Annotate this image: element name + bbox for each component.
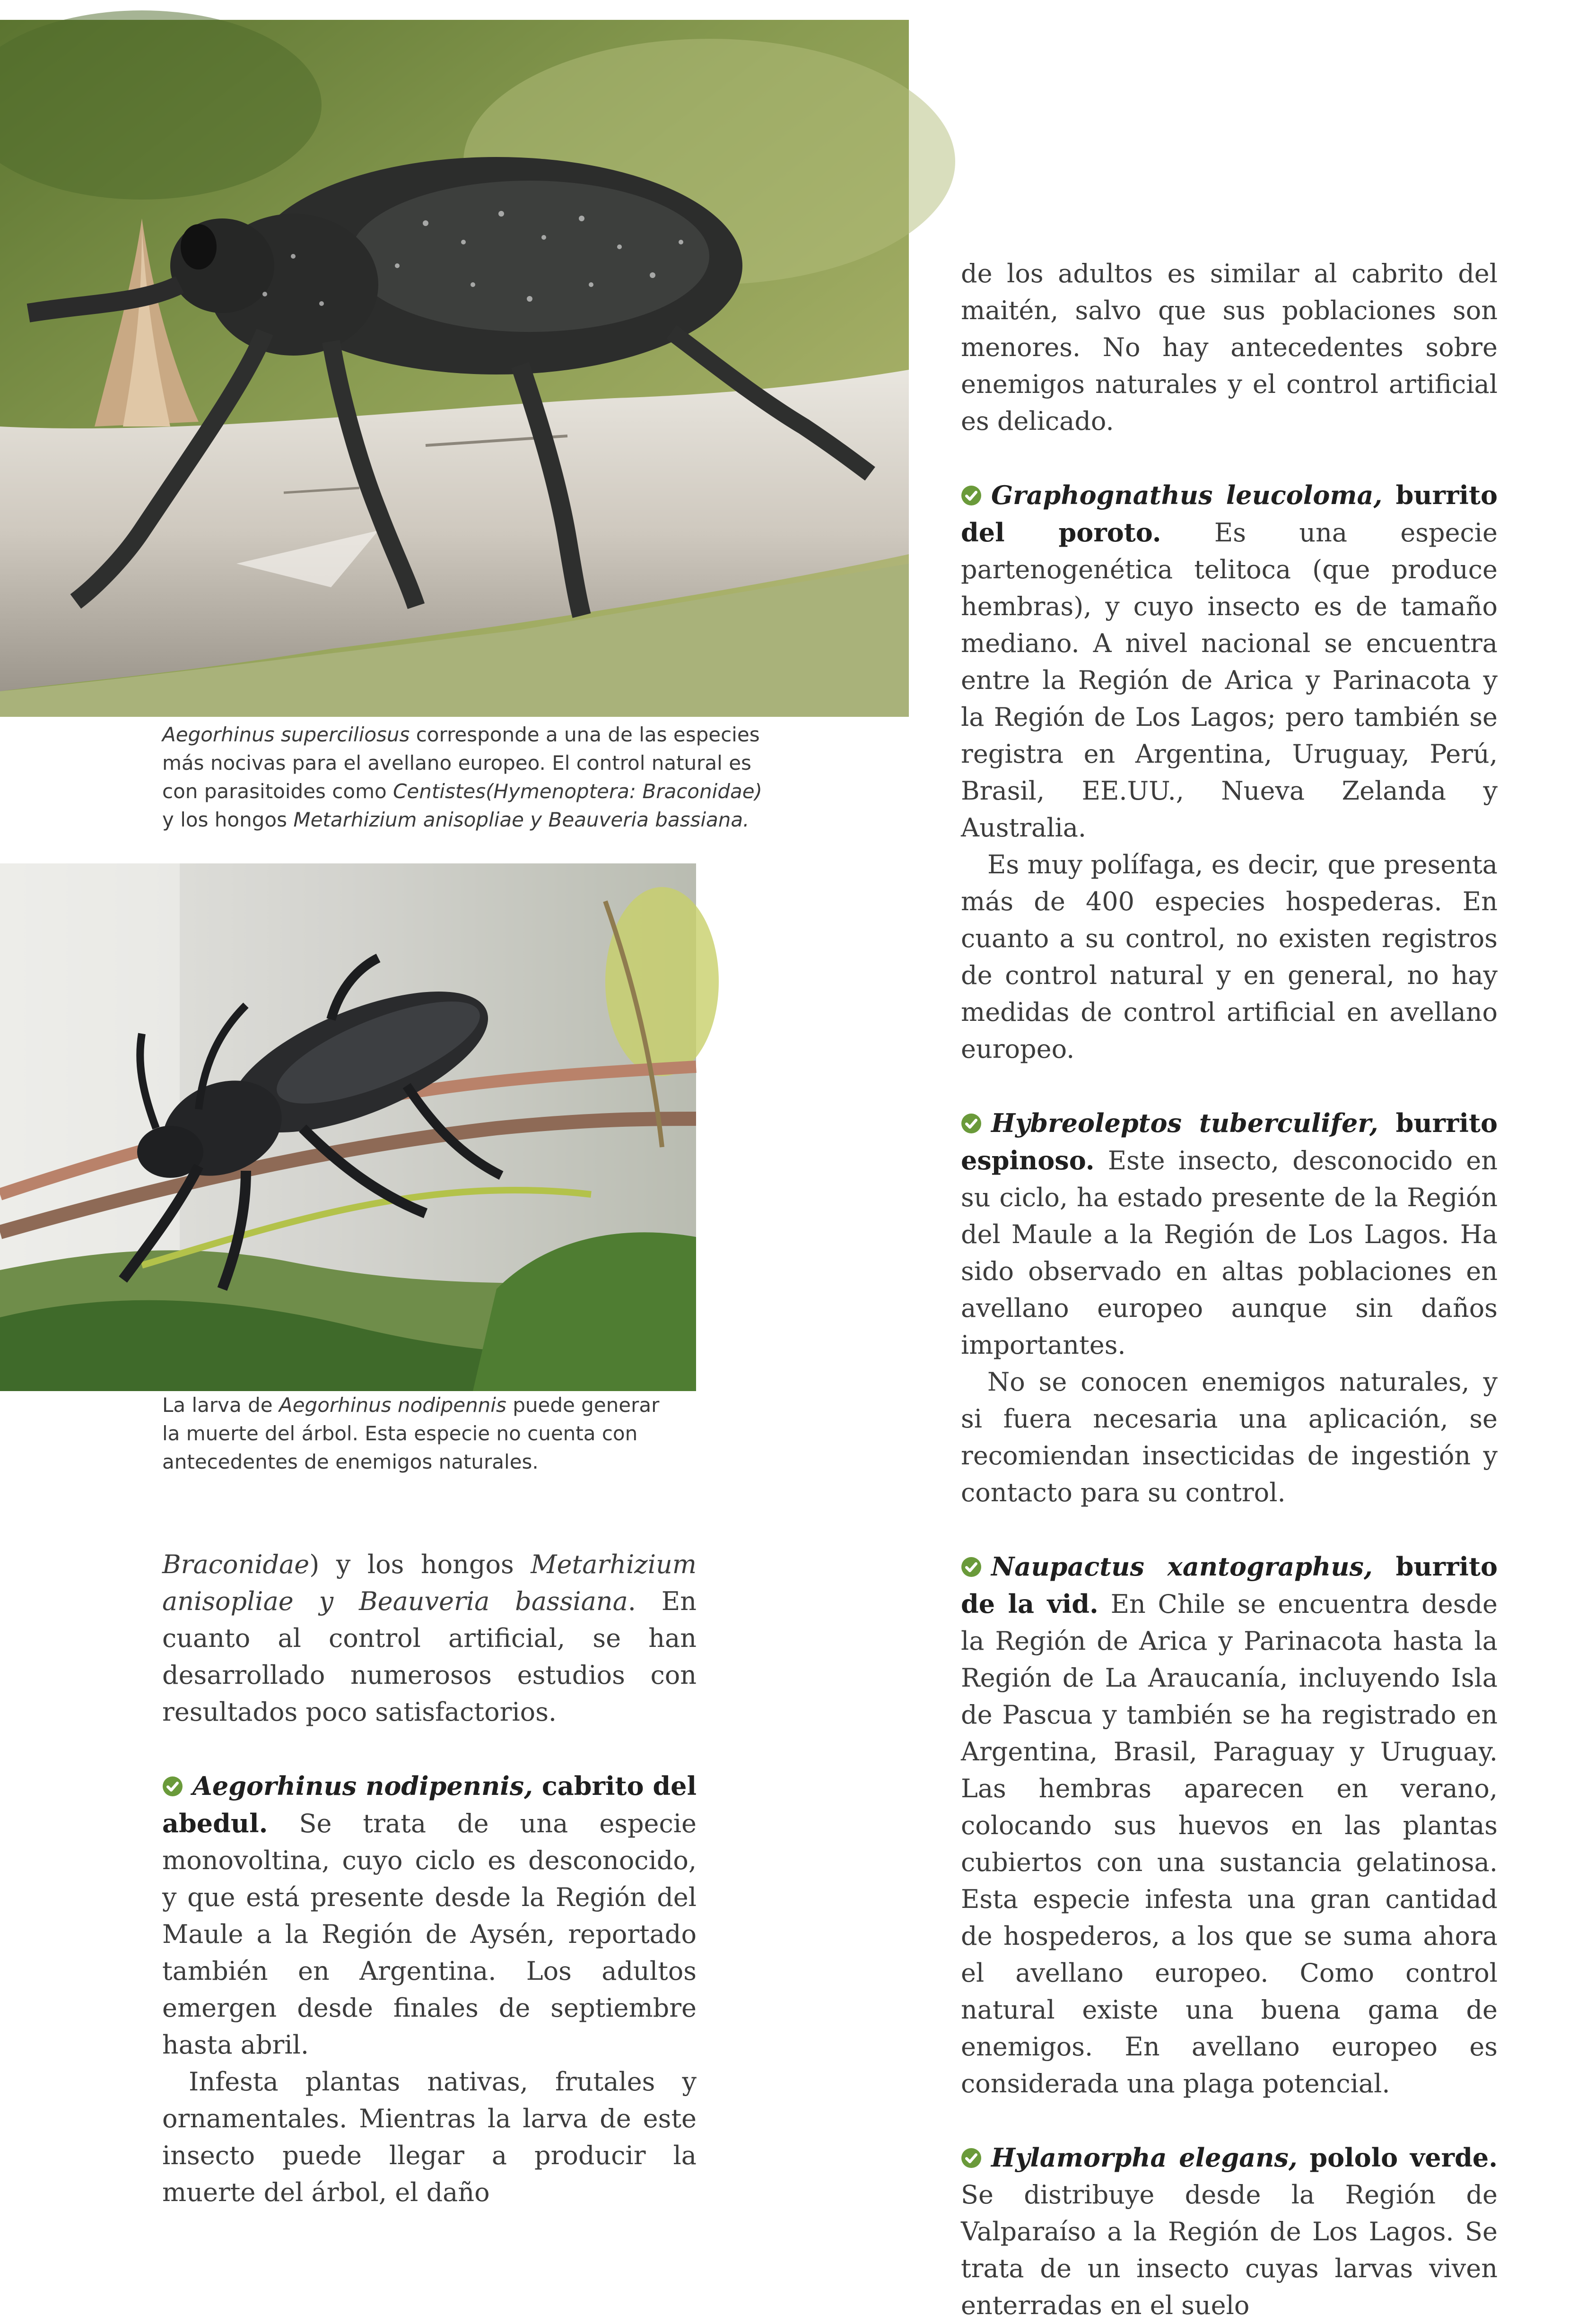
species-entry: Hybreoleptos tuberculifer, burrito espinoso. Este insecto, desconocido en su ciclo, ha estado presente de la Región del Maule a la Región de Los Lagos. Ha sido observado en altas poblaciones en avellano europeo aunque sin daños importantes. (961, 1108, 1498, 1360)
species-entry: Graphognathus leucoloma, burrito del poroto. Es una especie partenogenética telitoca (que produce hembras), y cuyo insecto es de tamaño mediano. A nivel nacional se encuentra entre la Región de Arica y Parinacota y la Región de Los Lagos; pero también se registra en Argentina, Uruguay, Perú, Brasil, EE.UU., Nueva Zelanda y Australia. (961, 480, 1498, 843)
common-name: burrito espinoso. (961, 1108, 1498, 1175)
continuation-paragraph: de los adultos es similar al cabrito del maitén, salvo que sus poblaciones son menores. No hay antecedentes sobre enemigos naturales y el control artificial es delicado. (961, 259, 1498, 436)
common-name: burrito del poroto. (961, 480, 1498, 548)
check-circle-icon (961, 2148, 982, 2168)
figure-caption-1: Aegorhinus superciliosus corresponde a una de las especies más nocivas para el avellano europeo. El control natural es con parasitoides como Centistes(Hymenoptera: Braconidae) y los hongos Metarhizium anisopliae y Beauveria bassiana. (162, 723, 762, 831)
species-paragraph: Infesta plantas nativas, frutales y ornamentales. Mientras la larva de este insecto puede llegar a producir la muerte del árbol, el daño (162, 2067, 697, 2207)
species-entry: Naupactus xantographus, burrito de la vid. En Chile se encuentra desde la Región de Arica y Parinacota hasta la Región de La Araucanía, incluyendo Isla de Pascua y también se ha registrado en Argentina, Brasil, Paraguay y Uruguay. Las hembras aparecen en verano, colocando sus huevos en las plantas cubiertos con una sustancia gelatinosa. Esta especie infesta una gran cantidad de hospederos, a los que se suma ahora el avellano europeo. Como control natural existe una buena gama de enemigos. En avellano europeo es considerada una plaga potencial. (961, 1551, 1498, 2098)
species-name: Aegorhinus nodipennis, (192, 1771, 533, 1801)
caption-species: Aegorhinus nodipennis (279, 1393, 506, 1417)
species-entry: Hylamorpha elegans, pololo verde. Se distribuye desde la Región de Valparaíso a la Región de Los Lagos. Se trata de un insecto cuyas larvas viven enterradas en el suelo (961, 2142, 1498, 2320)
check-circle-icon (961, 1557, 982, 1577)
species-name: Graphognathus leucoloma, (991, 480, 1383, 510)
right-column (961, 255, 1498, 2324)
black-beetle-on-twig-photo (0, 863, 696, 1391)
common-name: pololo verde. (1297, 2142, 1498, 2173)
species-entry: Aegorhinus nodipennis, cabrito del abedul. Se trata de una especie monovoltina, cuyo ciclo es desconocido, y que está presente desde la Región del Maule a la Región de Aysén, reportado también en Argentina. Los adultos emergen desde finales de septiembre hasta abril. (162, 1771, 697, 2060)
common-name: burrito de la vid. (961, 1551, 1498, 1619)
common-name: cabrito del abedul. (162, 1771, 697, 1838)
species-name: Naupactus xantographus, (991, 1551, 1373, 1582)
left-column (162, 1546, 697, 2211)
check-circle-icon (162, 1776, 183, 1797)
species-name: Hybreoleptos tuberculifer, (991, 1108, 1378, 1138)
intro-paragraph: Braconidae) y los hongos Metarhizium anisopliae y Beauveria bassiana. En cuanto al control artificial, se han desarrollado numerosos estudios con resultados poco satisfactorios. (162, 1549, 697, 1727)
caption-species: Aegorhinus superciliosus (162, 723, 410, 746)
species-paragraph: No se conocen enemigos naturales, y si fuera necesaria una aplicación, se recomiendan insecticidas de ingestión y contacto para su control. (961, 1367, 1498, 1507)
species-name: Hylamorpha elegans, (991, 2142, 1298, 2173)
figure-caption-2: La larva de Aegorhinus nodipennis puede generar la muerte del árbol. Esta especie no cuenta con antecedentes de enemigos naturales. (162, 1393, 660, 1473)
species-paragraph: Es muy polífaga, es decir, que presenta más de 400 especies hospederas. En cuanto a su control, no existen registros de control natural y en general, no hay medidas de control artificial en avellano europeo. (961, 850, 1498, 1064)
weevil-on-branch-photo (0, 20, 909, 717)
check-circle-icon (961, 1113, 982, 1134)
check-circle-icon (961, 485, 982, 506)
